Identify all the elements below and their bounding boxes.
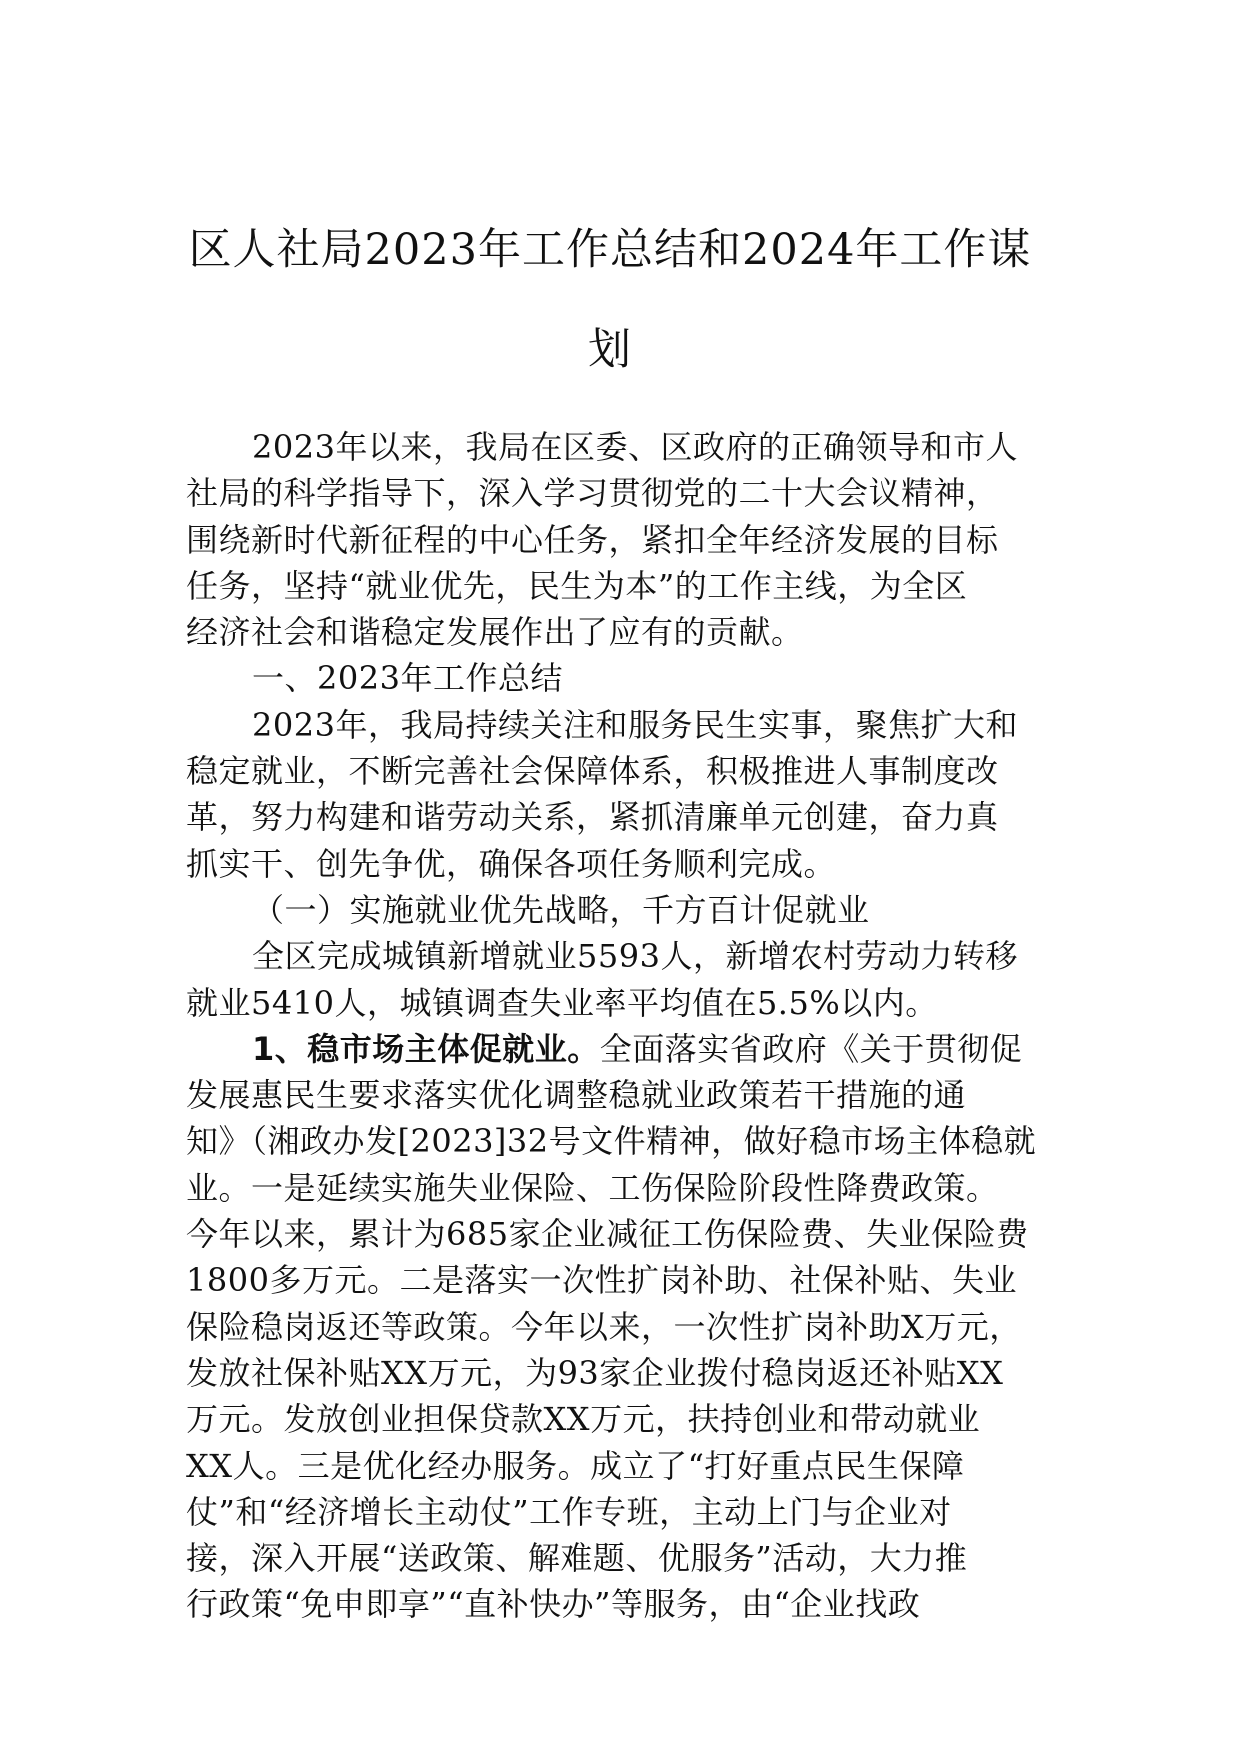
body-line — [186, 517, 1066, 563]
body-line — [186, 1443, 1066, 1489]
body-line — [186, 841, 1066, 887]
body-line — [186, 933, 1066, 979]
body-line — [186, 1257, 1066, 1303]
body-line — [186, 1535, 1066, 1581]
body-line-text: 任务，坚持“就业优先，民生为本”的工作主线，为全区 — [186, 566, 968, 605]
body-line-text: XX人。三是优化经办服务。成立了“打好重点民生保障 — [186, 1446, 965, 1485]
body-line — [186, 1118, 1066, 1164]
body-line-text: 发放社保补贴XX万元，为93家企业拨付稳岗返还补贴XX — [186, 1353, 1004, 1392]
body-line-text: 接，深入开展“送政策、解难题、优服务”活动，大力推 — [186, 1539, 968, 1578]
body-line-text: 社局的科学指导下，深入学习贯彻党的二十大会议精神， — [186, 474, 999, 513]
body-line-text: 全区完成城镇新增就业5593人，新增农村劳动力转移 — [252, 937, 1018, 976]
body-line-text: 1800多万元。二是落实一次性扩岗补助、社保补贴、失业 — [186, 1261, 1017, 1300]
body-line-text: 稳定就业，不断完善社会保障体系，积极推进人事制度改 — [186, 752, 999, 791]
body-line-text: 全面落实省政府《关于贯彻促 — [599, 1029, 1023, 1068]
body-line — [186, 887, 1066, 933]
body-line — [186, 794, 1066, 840]
body-line — [186, 470, 1066, 516]
body-line-text: 就业5410人，城镇调查失业率平均值在5.5%以内。 — [186, 983, 938, 1022]
body-line — [186, 1489, 1066, 1535]
body-line-text: 2023年以来，我局在区委、区政府的正确领导和市人 — [252, 428, 1018, 466]
bold-lead-heading: 1、稳市场主体促就业。 — [252, 1029, 600, 1068]
body-line — [186, 1581, 1066, 1627]
body-line — [186, 424, 1066, 470]
body-line-text: 一、2023年工作总结 — [252, 659, 563, 698]
title-line-1: 区人社局2023年工作总结和2024年工作谋 — [188, 225, 1032, 275]
body-line-text: 围绕新时代新征程的中心任务，紧扣全年经济发展的目标 — [186, 520, 999, 559]
body-line — [186, 748, 1066, 794]
body-line-text: 革，努力构建和谐劳动关系，紧抓清廉单元创建，奋力真 — [186, 798, 999, 837]
document-title — [150, 200, 1070, 400]
body-line — [186, 1396, 1066, 1442]
body-line-text: 万元。发放创业担保贷款XX万元，扶持创业和带动就业 — [186, 1400, 981, 1439]
body-line — [186, 702, 1066, 748]
body-line-text: 业。一是延续实施失业保险、工伤保险阶段性降费政策。 — [186, 1168, 999, 1207]
body-line — [186, 609, 1066, 655]
body-line-text: 2023年，我局持续关注和服务民生实事，聚焦扩大和 — [252, 705, 1018, 744]
body-line-text: 仗”和“经济增长主动仗”工作专班，主动上门与企业对 — [186, 1492, 952, 1531]
body-line — [186, 655, 1066, 701]
body-line — [186, 1304, 1066, 1350]
body-line-text: 行政策“免申即享”“直补快办”等服务，由“企业找政 — [186, 1585, 921, 1624]
body-line — [186, 1211, 1066, 1257]
body-line — [186, 980, 1066, 1026]
body-line-text: （一）实施就业优先战略，千方百计促就业 — [252, 890, 870, 929]
body-line-text: 知》（湘政办发[2023]32号文件精神，做好稳市场主体稳就 — [186, 1122, 1037, 1161]
body-line-text: 保险稳岗返还等政策。今年以来，一次性扩岗补助X万元， — [186, 1307, 1022, 1346]
body-line — [186, 1350, 1066, 1396]
body-line-text: 今年以来，累计为685家企业减征工伤保险费、失业保险费 — [186, 1215, 1029, 1254]
body-line — [186, 563, 1066, 609]
body-line — [186, 1072, 1066, 1118]
document-body — [186, 424, 1066, 1628]
body-line-text: 抓实干、创先争优，确保各项任务顺利完成。 — [186, 844, 837, 883]
body-line-text: 经济社会和谐稳定发展作出了应有的贡献。 — [186, 613, 804, 652]
title-line-2: 划 — [588, 325, 632, 375]
body-line — [186, 1165, 1066, 1211]
body-line — [186, 1026, 1066, 1072]
body-line-text: 发展惠民生要求落实优化调整稳就业政策若干措施的通 — [186, 1076, 967, 1115]
